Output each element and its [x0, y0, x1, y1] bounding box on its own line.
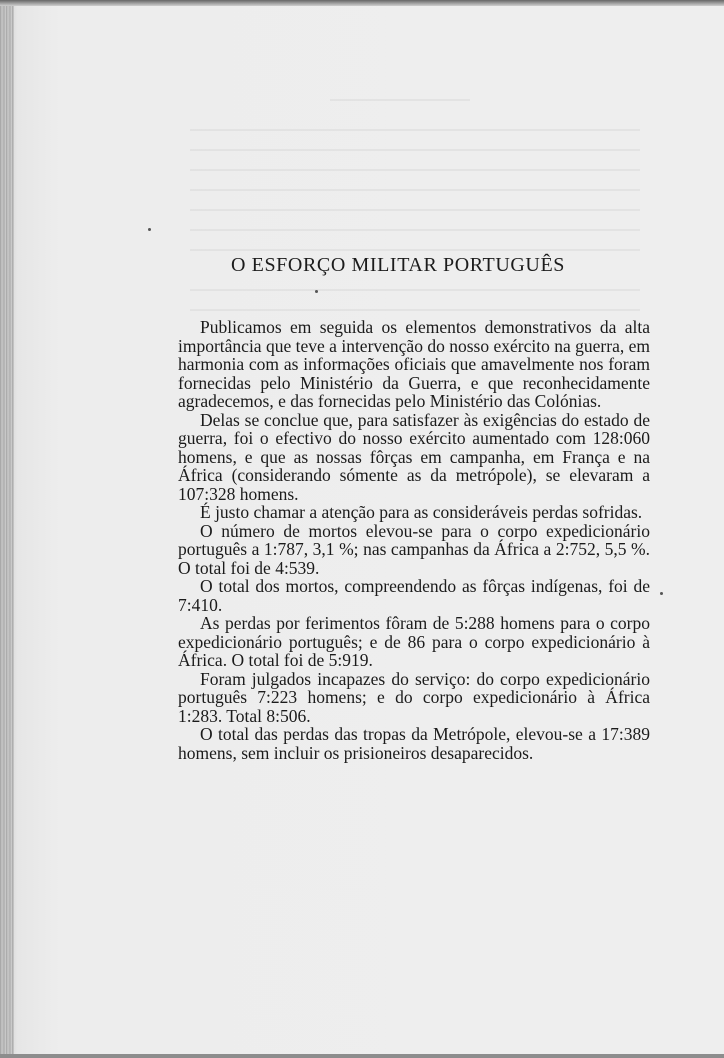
speck: [148, 228, 151, 231]
paragraph: Foram julgados incapazes do serviço: do corpo expedicionário português 7:223 homens; e do corpo expedicionário à África 1:283. Total 8:506.: [178, 668, 650, 726]
paragraph: O número de mortos elevou-se para o corpo expedicionário português a 1:787, 3,1 %; nas campanhas da África a 2:752, 5,5 %. O total foi de 4:539.: [178, 520, 650, 578]
paragraph: O total dos mortos, compreendendo as fôrças indígenas, foi de 7:410.: [178, 576, 650, 615]
page-binding-edge: [0, 0, 14, 1058]
paragraph: As perdas por ferimentos fôram de 5:288 homens para o corpo expedicionário português; e de 86 para o corpo expedicionário à África. O total foi de 5:919.: [178, 613, 650, 670]
paragraph: Delas se conclue que, para satisfazer às exigências do estado de guerra, foi o efectivo do nosso exército aumentado com 128:060 homens, e que as nossas fôrças em campanha, em França e na África (considerando sómente as da metrópole), se elevaram a 107:328 homens.: [178, 409, 650, 504]
page-bottom-edge: [0, 1054, 724, 1058]
article-body: [178, 318, 650, 762]
paragraph: Publicamos em seguida os elementos demonstrativos da alta importância que teve a intervenção do nosso exército na guerra, em harmonia com as informações oficiais que amavelmente nos foram fornecidas pelo Ministério da Guerra, e que reconhecidamente agradecemos, e das fornecidas pelo Ministério das Colónias.: [178, 317, 650, 411]
paragraph: O total das perdas das tropas da Metrópole, elevou-se a 17:389 homens, sem incluir os prisioneiros desaparecidos.: [178, 724, 650, 763]
speck: [660, 592, 663, 595]
article-title: O ESFORÇO MILITAR PORTUGUÊS: [231, 254, 565, 276]
page-top-edge: [0, 0, 724, 6]
paragraph: É justo chamar a atenção para as consideráveis perdas sofridas.: [200, 502, 643, 522]
speck: [315, 290, 318, 293]
